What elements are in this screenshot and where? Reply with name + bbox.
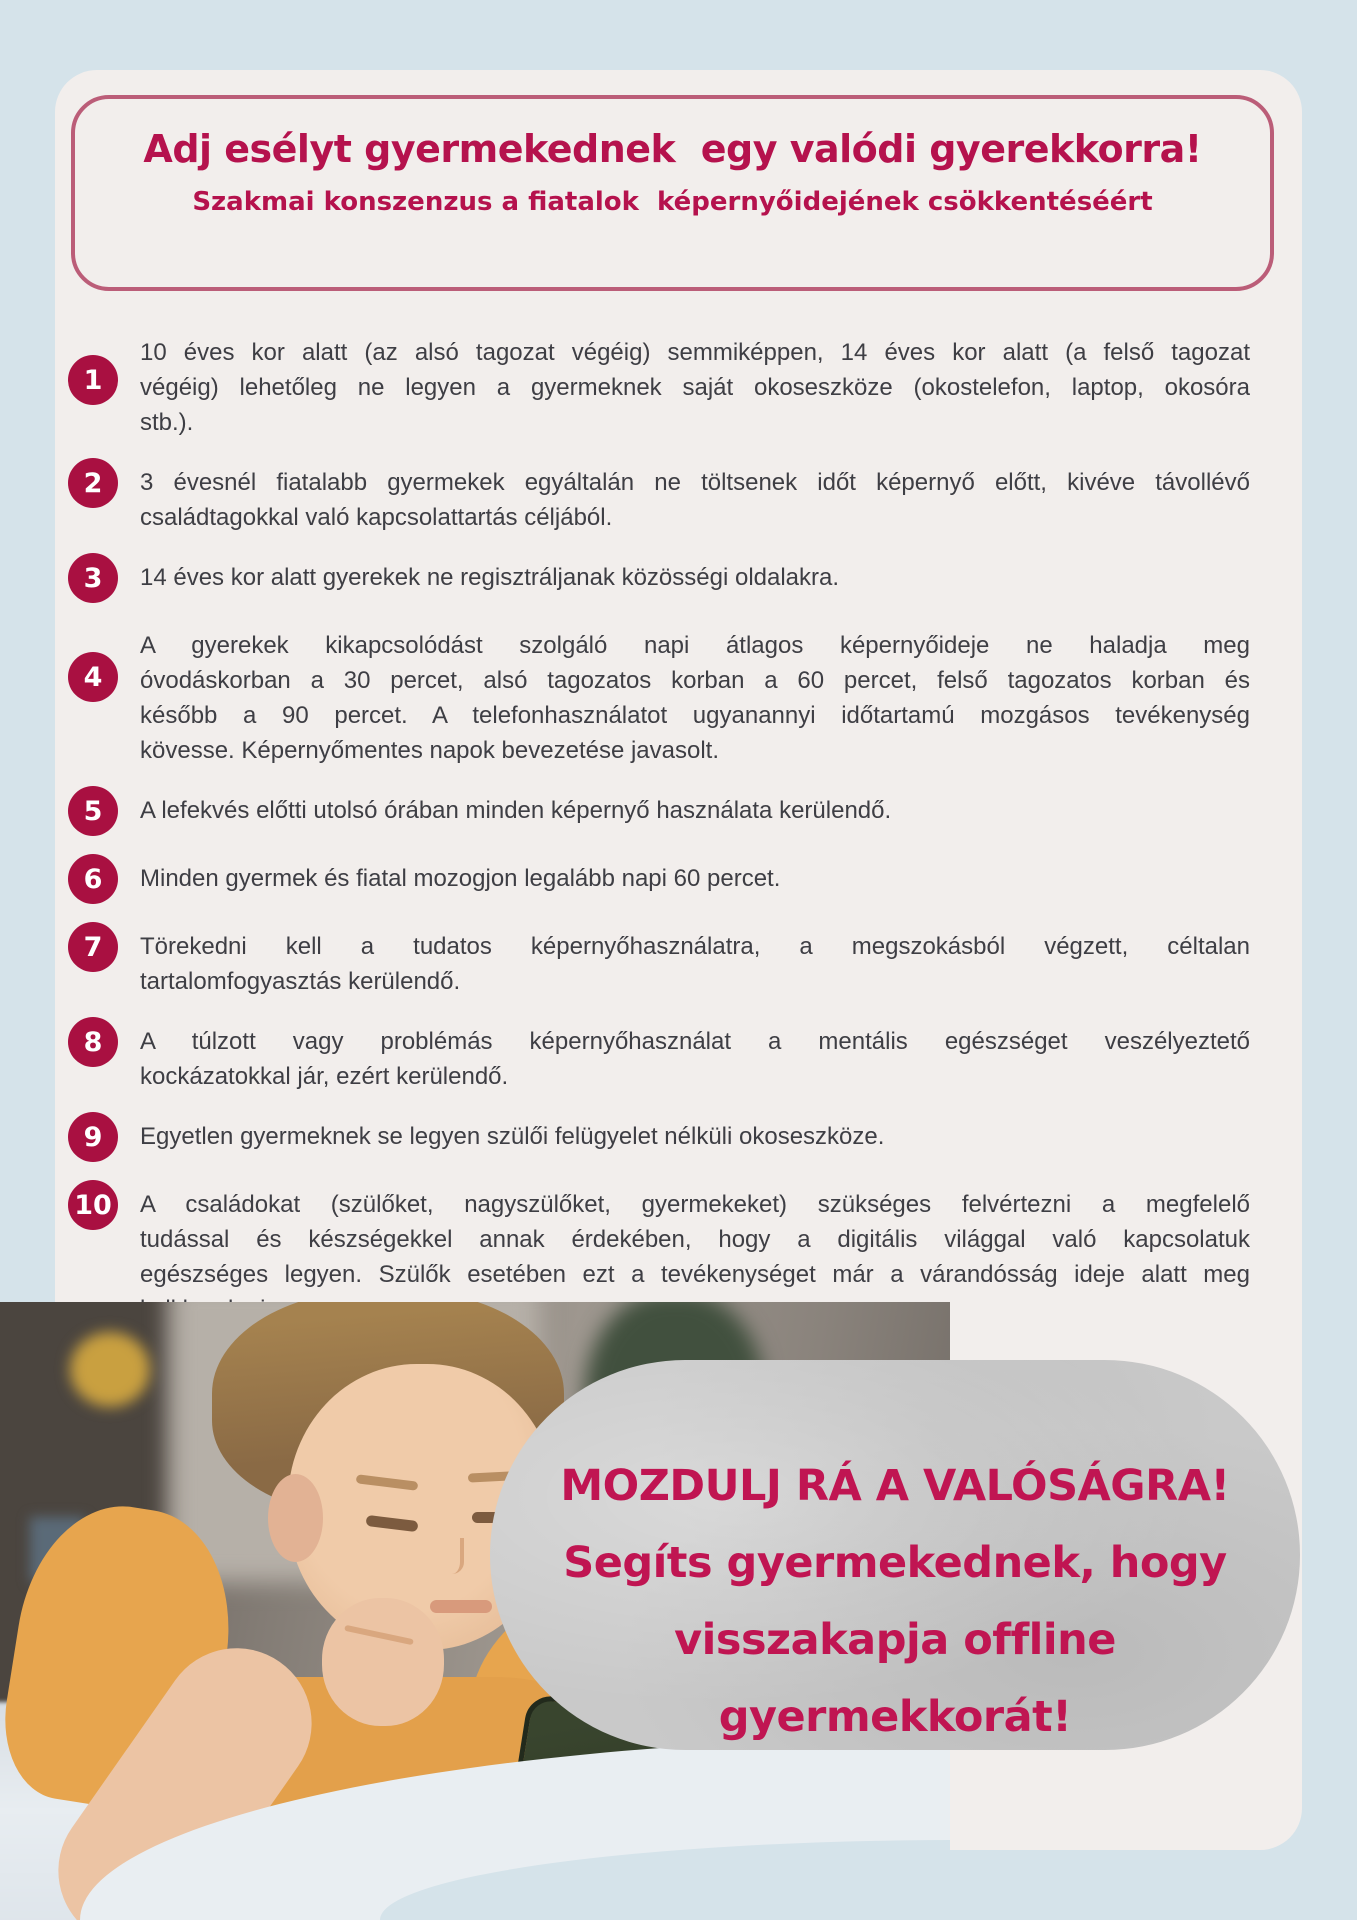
text-line: óvodáskorban a 30 percet, alsó tagozatos korban a 60 percet, felső tagozatos korban és xyxy=(140,667,1250,694)
text-line: 3 évesnél fiatalabb gyermekek egyáltalán ne töltsenek időt képernyő előtt, kivéve távollévő xyxy=(140,469,1250,496)
item-text xyxy=(140,628,1250,768)
text-line: egészséges legyen. Szülők esetében ezt a tevékenységet már a várandósság ideje alatt meg xyxy=(140,1261,1250,1288)
list-item xyxy=(68,465,1250,535)
slogan-text xyxy=(490,1448,1300,1756)
item-number-badge: 1 xyxy=(68,355,118,405)
item-text xyxy=(140,335,1250,440)
poster-subtitle: Szakmai konszenzus a fiatalok képernyőidejének csökkentéséért xyxy=(192,187,1153,217)
poster-title: Adj esélyt gyermekednek egy valódi gyerekkorra! xyxy=(143,127,1202,171)
text-line: A túlzott vagy problémás képernyőhasználat a mentális egészséget veszélyeztető xyxy=(140,1028,1250,1055)
list-item xyxy=(68,1024,1250,1094)
list-item xyxy=(68,929,1250,999)
text-line: végéig) lehetőleg ne legyen a gyermeknek saját okoseszköze (okostelefon, laptop, okosóra xyxy=(140,374,1250,401)
text-line: tudással és készségekkel annak érdekében, hogy a digitális világgal való kapcsolatuk xyxy=(140,1226,1250,1253)
boy-ear xyxy=(268,1474,323,1562)
item-text xyxy=(140,1119,1250,1162)
item-text xyxy=(140,465,1250,535)
item-number-badge: 9 xyxy=(68,1112,118,1162)
photo-flowers xyxy=(70,1332,150,1407)
item-number-badge: 8 xyxy=(68,1017,118,1067)
text-line: családtagokkal való kapcsolattartás céljából. xyxy=(140,504,613,531)
text-line: Egyetlen gyermeknek se legyen szülői felügyelet nélküli okoseszköze. xyxy=(140,1123,885,1150)
text-line: kövesse. Képernyőmentes napok bevezetése javasolt. xyxy=(140,737,720,764)
item-text xyxy=(140,560,1250,603)
item-number-badge: 5 xyxy=(68,786,118,836)
boy-nose xyxy=(444,1538,464,1574)
item-text xyxy=(140,793,1250,836)
text-line: Törekedni kell a tudatos képernyőhasználatra, a megszokásból végzett, céltalan xyxy=(140,933,1250,960)
text-line: A gyerekek kikapcsolódást szolgáló napi átlagos képernyőideje ne haladja meg xyxy=(140,632,1250,659)
boy-mouth xyxy=(430,1600,492,1613)
slogan-line: gyermekkorát! xyxy=(718,1692,1072,1742)
list-item xyxy=(68,1119,1250,1162)
list-item xyxy=(68,628,1250,768)
text-line: később a 90 percet. A telefonhasználatot ugyanannyi időtartamú mozgásos tevékenység xyxy=(140,702,1250,729)
text-line: stb.). xyxy=(140,409,194,436)
text-line: 14 éves kor alatt gyerekek ne regisztráljanak közösségi oldalakra. xyxy=(140,564,840,591)
slogan-line: visszakapja offline xyxy=(674,1615,1116,1665)
recommendations-list xyxy=(68,335,1250,1352)
list-item xyxy=(68,560,1250,603)
text-line: 10 éves kor alatt (az alsó tagozat végéig) semmiképpen, 14 éves kor alatt (a felső tagozat xyxy=(140,339,1250,366)
item-number-badge: 4 xyxy=(68,652,118,702)
boy-fist-under-chin xyxy=(322,1598,444,1726)
item-text xyxy=(140,929,1250,999)
item-number-badge: 2 xyxy=(68,458,118,508)
item-number-badge: 7 xyxy=(68,922,118,972)
slogan-line: MOZDULJ RÁ A VALÓSÁGRA! xyxy=(560,1461,1230,1511)
text-line: kockázatokkal jár, ezért kerülendő. xyxy=(140,1063,509,1090)
item-number-badge: 6 xyxy=(68,854,118,904)
text-line: A lefekvés előtti utolsó órában minden képernyő használata kerülendő. xyxy=(140,797,892,824)
list-item xyxy=(68,335,1250,440)
title-box xyxy=(71,95,1274,291)
item-text xyxy=(140,861,1250,904)
item-text xyxy=(140,1024,1250,1094)
item-number-badge: 3 xyxy=(68,553,118,603)
item-number-badge: 10 xyxy=(68,1180,118,1230)
text-line: Minden gyermek és fiatal mozogjon legalább napi 60 percet. xyxy=(140,865,781,892)
slogan-line: Segíts gyermekednek, hogy xyxy=(563,1538,1227,1588)
slogan-blob xyxy=(490,1360,1300,1750)
list-item xyxy=(68,793,1250,836)
text-line: tartalomfogyasztás kerülendő. xyxy=(140,968,461,995)
list-item xyxy=(68,861,1250,904)
text-line: A családokat (szülőket, nagyszülőket, gyermekeket) szükséges felvértezni a megfelelő xyxy=(140,1191,1250,1218)
